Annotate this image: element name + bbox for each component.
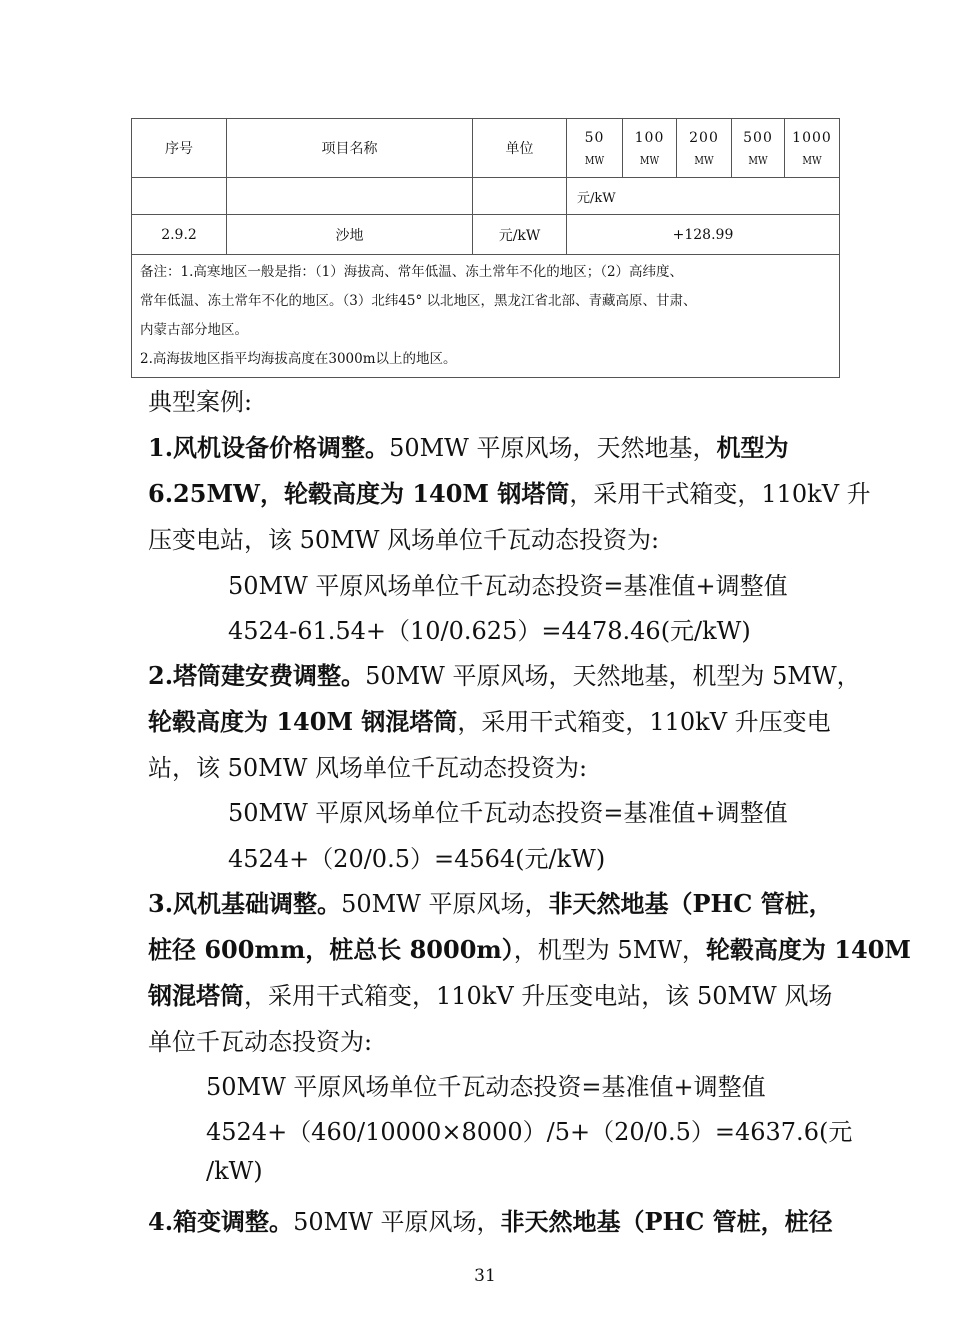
case3-line2: 桩径 600mm，桩总长 8000m），机型为 5MW，轮毂高度为 140M [148, 935, 911, 964]
case3-line4: 单位千瓦动态投资为: [148, 1028, 373, 1056]
unit-row-name [227, 178, 473, 215]
unit-row-unit [473, 178, 567, 215]
case2-calc: 4524+（20/0.5）=4564(元/kW) [228, 845, 606, 873]
cost-adjustment-table [131, 118, 840, 378]
remark-line: 2.高海拔地区指平均海拔高度在3000m以上的地区。 [140, 351, 457, 367]
unit-row-value: 元/kW [567, 178, 840, 215]
header-capacity-50: 50 MW [567, 119, 623, 178]
case3-calc: 4524+（460/10000×8000）/5+（20/0.5）=4637.6(元 [206, 1118, 853, 1146]
table-unit-row [132, 178, 840, 215]
case1-line3: 压变电站，该 50MW 风场单位千瓦动态投资为: [148, 526, 660, 554]
remark-line: 内蒙古部分地区。 [140, 322, 248, 338]
table-row [132, 215, 840, 255]
case4-line1: 4.箱变调整。50MW 平原风场，非天然地基（PHC 管桩，桩径 [148, 1207, 833, 1236]
case2-line1: 2.塔筒建安费调整。50MW 平原风场，天然地基，机型为 5MW， [148, 661, 861, 690]
page-number: 31 [474, 1266, 496, 1286]
header-name: 项目名称 [227, 119, 473, 178]
header-capacity-100: 100 MW [623, 119, 677, 178]
case2-line3: 站，该 50MW 风场单位千瓦动态投资为: [148, 754, 588, 782]
case1-line2: 6.25MW，轮毂高度为 140M 钢塔筒，采用干式箱变，110kV 升 [148, 479, 871, 508]
header-unit: 单位 [473, 119, 567, 178]
table-remarks-row [132, 255, 840, 378]
case2-title: 2.塔筒建安费调整。 [148, 661, 366, 690]
header-capacity-1000: 1000 MW [785, 119, 840, 178]
case1-formula: 50MW 平原风场单位千瓦动态投资=基准值+调整值 [228, 572, 788, 600]
case3-line3: 钢混塔筒，采用干式箱变，110kV 升压变电站，该 50MW 风场 [148, 981, 833, 1010]
row-seq: 2.9.2 [132, 215, 227, 255]
case1-calc: 4524-61.54+（10/0.625）=4478.46(元/kW) [228, 617, 751, 645]
header-seq: 序号 [132, 119, 227, 178]
row-unit: 元/kW [473, 215, 567, 255]
case2-line2: 轮毂高度为 140M 钢混塔筒，采用干式箱变，110kV 升压变电 [148, 707, 831, 736]
table-header-row [132, 119, 840, 178]
header-capacity-200: 200 MW [677, 119, 732, 178]
header-capacity-500: 500 MW [732, 119, 785, 178]
cases-heading: 典型案例: [148, 388, 253, 416]
case4-title: 4.箱变调整。 [148, 1207, 294, 1236]
case1-title: 1.风机设备价格调整。 [148, 433, 390, 462]
remark-line: 备注：1.高寒地区一般是指：（1）海拔高、常年低温、冻土常年不化的地区；（2）高纬度、 [140, 264, 684, 280]
case1-line1: 1.风机设备价格调整。50MW 平原风场，天然地基，机型为 [148, 433, 789, 462]
remark-line: 常年低温、冻土常年不化的地区。（3）北纬45° 以北地区，黑龙江省北部、青藏高原、甘肃、 [140, 293, 697, 309]
case3-line1: 3.风机基础调整。50MW 平原风场，非天然地基（PHC 管桩， [148, 889, 833, 918]
row-name: 沙地 [227, 215, 473, 255]
remarks-cell [132, 255, 840, 378]
case3-title: 3.风机基础调整。 [148, 889, 342, 918]
row-value: +128.99 [567, 215, 840, 255]
case3-calc-cont: /kW) [206, 1157, 263, 1185]
case3-formula: 50MW 平原风场单位千瓦动态投资=基准值+调整值 [206, 1073, 766, 1101]
case2-formula: 50MW 平原风场单位千瓦动态投资=基准值+调整值 [228, 799, 788, 827]
unit-row-seq [132, 178, 227, 215]
